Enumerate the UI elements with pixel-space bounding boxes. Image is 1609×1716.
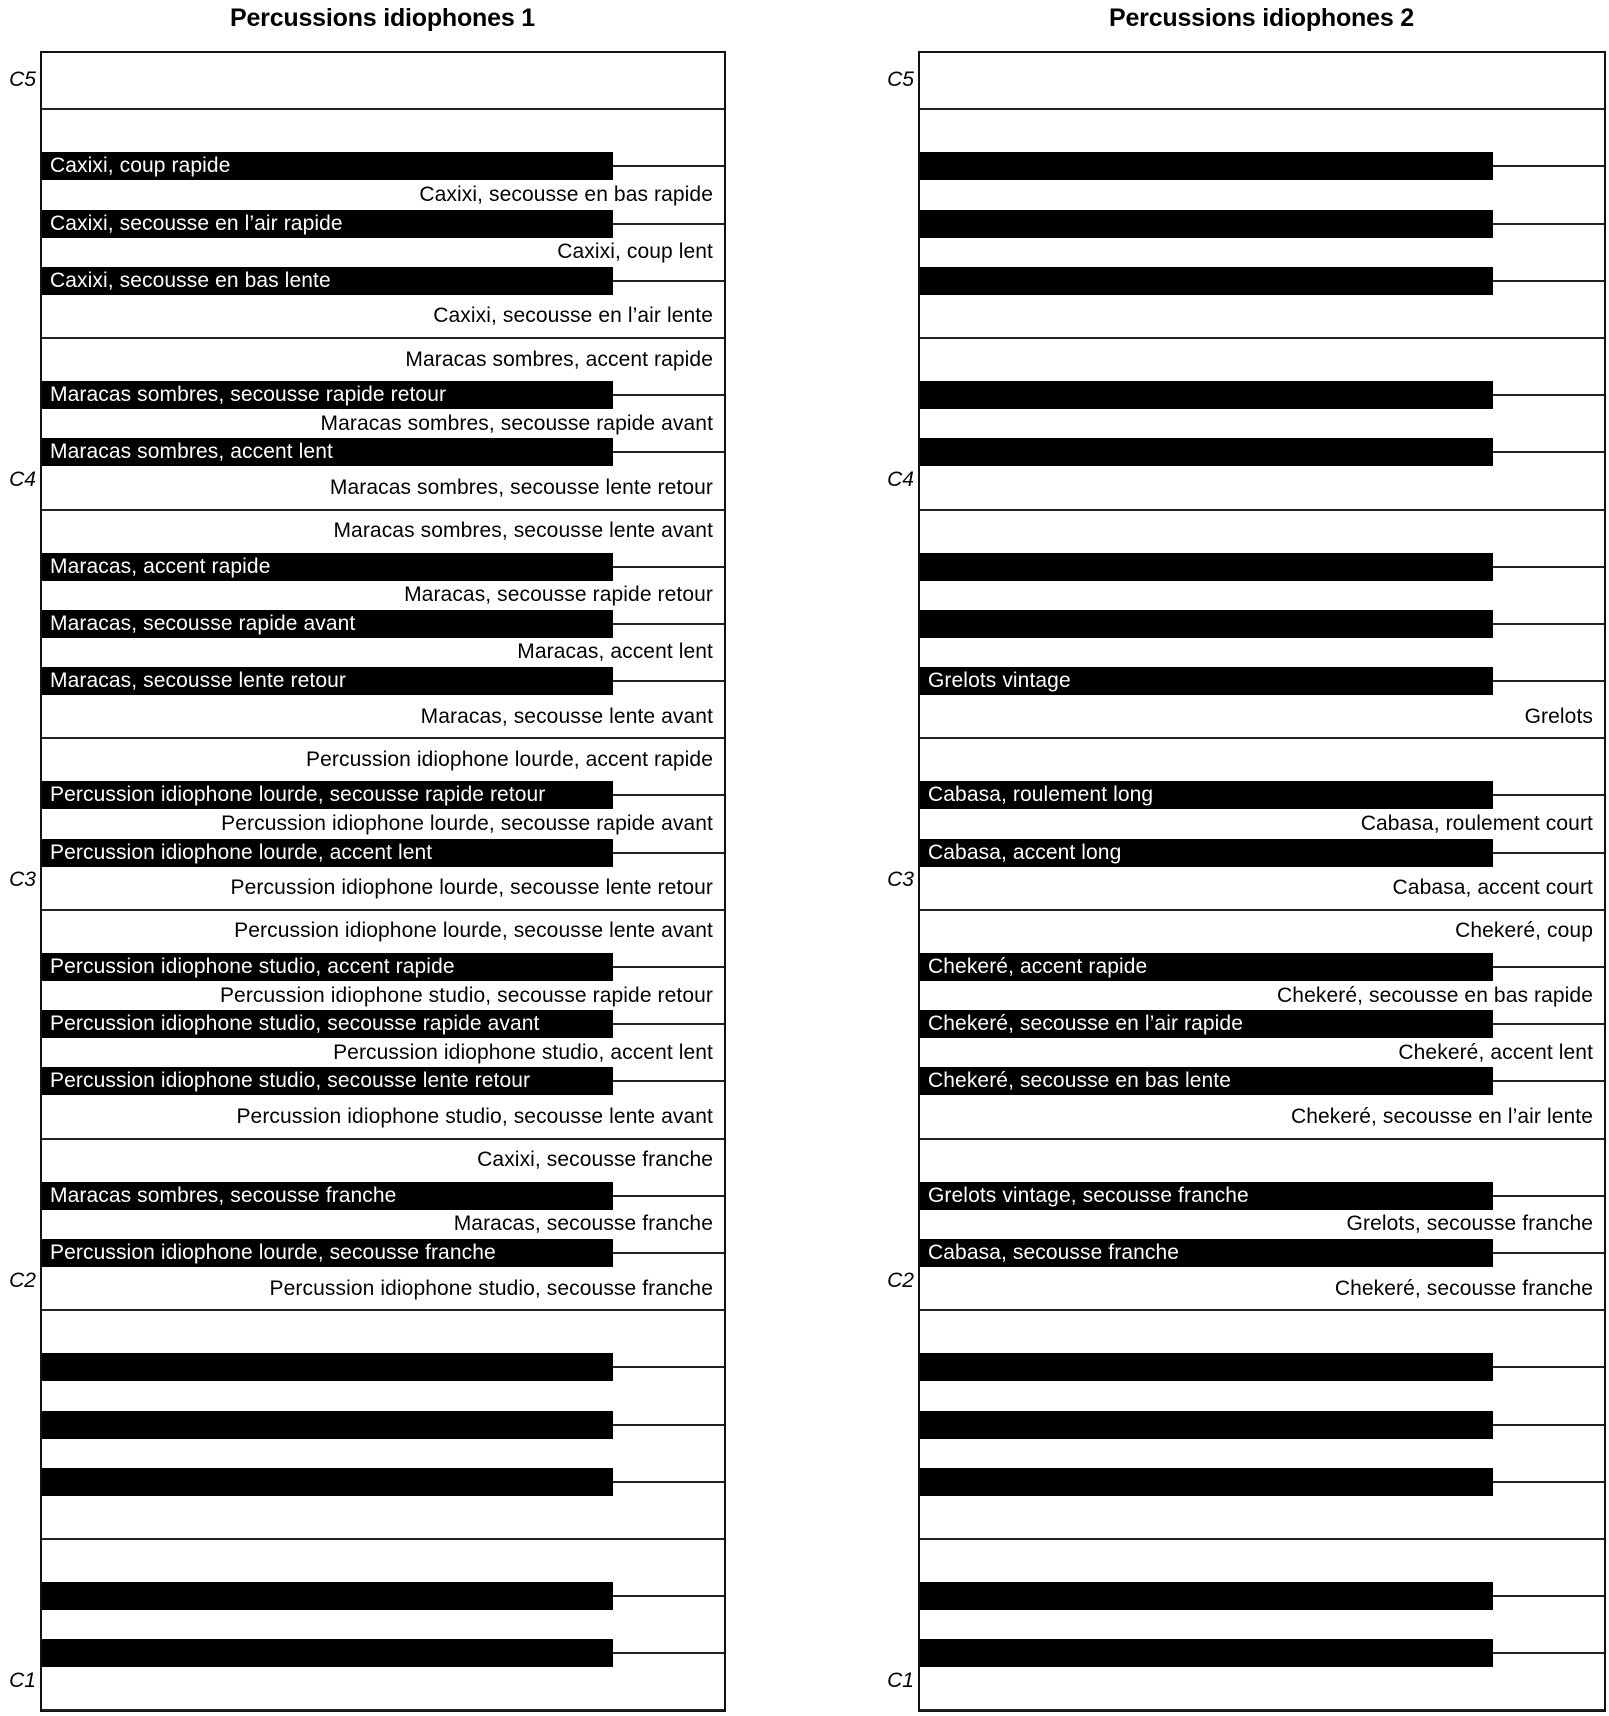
white-key-label: Chekeré, secousse franche (1334, 1276, 1593, 1300)
white-key-label: Caxixi, coup lent (557, 240, 713, 264)
black-key-f-sharp4[interactable] (920, 267, 1493, 295)
white-key-label: Percussion idiophone studio, secousse rapide retour (219, 983, 713, 1007)
black-key-d-sharp3[interactable] (920, 781, 1493, 809)
black-key-label: Percussion idiophone lourde, accent lent (50, 840, 433, 864)
white-key-label: Maracas, secousse lente avant (420, 704, 713, 728)
octave-label-c5: C5 (9, 67, 36, 91)
white-key-label: Chekeré, secousse en l’air lente (1290, 1105, 1593, 1128)
black-key-label: Maracas, secousse lente retour (50, 669, 346, 693)
black-key-label: Maracas sombres, secousse franche (50, 1183, 397, 1207)
black-key-label: Cabasa, roulement long (928, 783, 1154, 807)
black-key-label: Percussion idiophone studio, secousse rapide avant (50, 1012, 540, 1036)
black-key-label: Cabasa, secousse franche (928, 1240, 1180, 1264)
black-key-d-sharp3[interactable] (42, 781, 613, 809)
black-key-g-sharp2[interactable] (42, 1010, 613, 1038)
black-key-a-sharp3[interactable] (42, 553, 613, 581)
white-key-c5[interactable] (920, 53, 1604, 110)
black-key-label: Caxixi, secousse en bas lente (50, 268, 331, 292)
black-key-label: Grelots vintage, secousse franche (928, 1183, 1249, 1207)
black-key-c-sharp3[interactable] (42, 839, 613, 867)
white-key-label: Percussion idiophone studio, accent lent (333, 1040, 713, 1064)
black-key-c-sharp4[interactable] (920, 438, 1493, 466)
octave-label-c1: C1 (9, 1668, 36, 1692)
black-key-label: Percussion idiophone studio, secousse lente retour (50, 1069, 531, 1093)
black-key-f-sharp2[interactable] (42, 1067, 613, 1095)
piano-keyboard (918, 51, 1606, 1712)
black-key-a-sharp4[interactable] (920, 152, 1493, 180)
white-key-label: Caxixi, secousse en l’air lente (433, 304, 713, 328)
white-key-label: Maracas sombres, secousse lente retour (329, 475, 713, 499)
black-key-d-sharp4[interactable] (920, 381, 1493, 409)
black-key-f-sharp1[interactable] (42, 1468, 613, 1496)
white-key-label: Grelots (1524, 704, 1593, 728)
black-key-c-sharp4[interactable] (42, 438, 613, 466)
black-key-label: Chekeré, secousse en bas lente (928, 1069, 1232, 1093)
black-key-label: Percussion idiophone lourde, secousse franche (50, 1240, 496, 1264)
black-key-label: Grelots vintage (928, 669, 1071, 693)
black-key-g-sharp1[interactable] (920, 1411, 1493, 1439)
octave-label-c4: C4 (887, 467, 914, 491)
white-key-label: Cabasa, roulement court (1360, 812, 1593, 836)
black-key-g-sharp3[interactable] (920, 610, 1493, 638)
black-key-label: Cabasa, accent long (928, 840, 1122, 864)
white-key-label: Percussion idiophone studio, secousse franche (269, 1276, 713, 1300)
black-key-c-sharp1[interactable] (920, 1639, 1493, 1667)
black-key-a-sharp2[interactable] (920, 953, 1493, 981)
black-key-g-sharp2[interactable] (920, 1010, 1493, 1038)
black-key-c-sharp3[interactable] (920, 839, 1493, 867)
black-key-label: Caxixi, secousse en l’air rapide (50, 211, 343, 235)
white-key-label: Caxixi, secousse en bas rapide (419, 182, 713, 206)
black-key-g-sharp4[interactable] (42, 210, 613, 238)
white-key-label: Chekeré, secousse en bas rapide (1277, 983, 1593, 1007)
white-key-label: Percussion idiophone lourde, accent rapide (306, 747, 713, 771)
white-key-label: Chekeré, accent lent (1398, 1040, 1593, 1064)
black-key-d-sharp2[interactable] (42, 1182, 613, 1210)
octave-label-c2: C2 (887, 1268, 914, 1292)
octave-label-c2: C2 (9, 1268, 36, 1292)
white-key-label: Caxixi, secousse franche (477, 1148, 713, 1172)
black-key-label: Maracas, secousse rapide avant (50, 611, 356, 635)
white-key-label: Maracas sombres, secousse lente avant (333, 519, 713, 543)
black-key-label: Percussion idiophone studio, accent rapide (50, 955, 455, 979)
white-key-label: Chekeré, coup (1455, 919, 1593, 943)
octave-label-c1: C1 (887, 1668, 914, 1692)
white-key-label: Maracas, secousse rapide retour (404, 583, 713, 607)
black-key-f-sharp2[interactable] (920, 1067, 1493, 1095)
black-key-g-sharp4[interactable] (920, 210, 1493, 238)
white-key-label: Percussion idiophone lourde, secousse lente avant (234, 919, 713, 943)
white-key-label: Cabasa, accent court (1392, 876, 1593, 900)
black-key-g-sharp1[interactable] (42, 1411, 613, 1439)
octave-label-c4: C4 (9, 467, 36, 491)
white-key-label: Maracas sombres, secousse rapide avant (320, 411, 713, 435)
black-key-f-sharp1[interactable] (920, 1468, 1493, 1496)
white-key-label: Maracas sombres, accent rapide (405, 347, 713, 371)
black-key-label: Chekeré, accent rapide (928, 955, 1148, 979)
black-key-f-sharp4[interactable] (42, 267, 613, 295)
black-key-a-sharp1[interactable] (920, 1353, 1493, 1381)
black-key-a-sharp3[interactable] (920, 553, 1493, 581)
black-key-label: Percussion idiophone lourde, secousse rapide retour (50, 783, 546, 807)
octave-label-c3: C3 (887, 868, 914, 892)
keyboard-title: Percussions idiophones 1 (229, 4, 535, 32)
black-key-label: Maracas, accent rapide (50, 554, 271, 578)
white-key-label: Percussion idiophone lourde, secousse lente retour (230, 876, 713, 900)
black-key-label: Caxixi, coup rapide (50, 154, 231, 178)
black-key-label: Maracas sombres, secousse rapide retour (50, 383, 447, 407)
black-key-c-sharp2[interactable] (920, 1239, 1493, 1267)
black-key-c-sharp2[interactable] (42, 1239, 613, 1267)
octave-label-c5: C5 (887, 67, 914, 91)
white-key-label: Maracas, secousse franche (453, 1212, 713, 1236)
white-key-label: Percussion idiophone studio, secousse lente avant (236, 1105, 713, 1128)
black-key-d-sharp4[interactable] (42, 381, 613, 409)
black-key-label: Chekeré, secousse en l’air rapide (928, 1012, 1243, 1036)
white-key-label: Percussion idiophone lourde, secousse rapide avant (221, 812, 713, 836)
black-key-a-sharp2[interactable] (42, 953, 613, 981)
black-key-d-sharp1[interactable] (920, 1582, 1493, 1610)
black-key-a-sharp1[interactable] (42, 1353, 613, 1381)
piano-keyboard (40, 51, 726, 1712)
black-key-f-sharp3[interactable] (42, 667, 613, 695)
black-key-label: Maracas sombres, accent lent (50, 440, 333, 464)
black-key-d-sharp1[interactable] (42, 1582, 613, 1610)
black-key-d-sharp2[interactable] (920, 1182, 1493, 1210)
octave-label-c3: C3 (9, 868, 36, 892)
white-key-c5[interactable] (42, 53, 724, 110)
black-key-a-sharp4[interactable] (42, 152, 613, 180)
white-key-label: Grelots, secousse franche (1346, 1212, 1593, 1236)
black-key-g-sharp3[interactable] (42, 610, 613, 638)
black-key-c-sharp1[interactable] (42, 1639, 613, 1667)
keyboard-title: Percussions idiophones 2 (1108, 4, 1414, 32)
white-key-label: Maracas, accent lent (517, 640, 713, 664)
black-key-f-sharp3[interactable] (920, 667, 1493, 695)
